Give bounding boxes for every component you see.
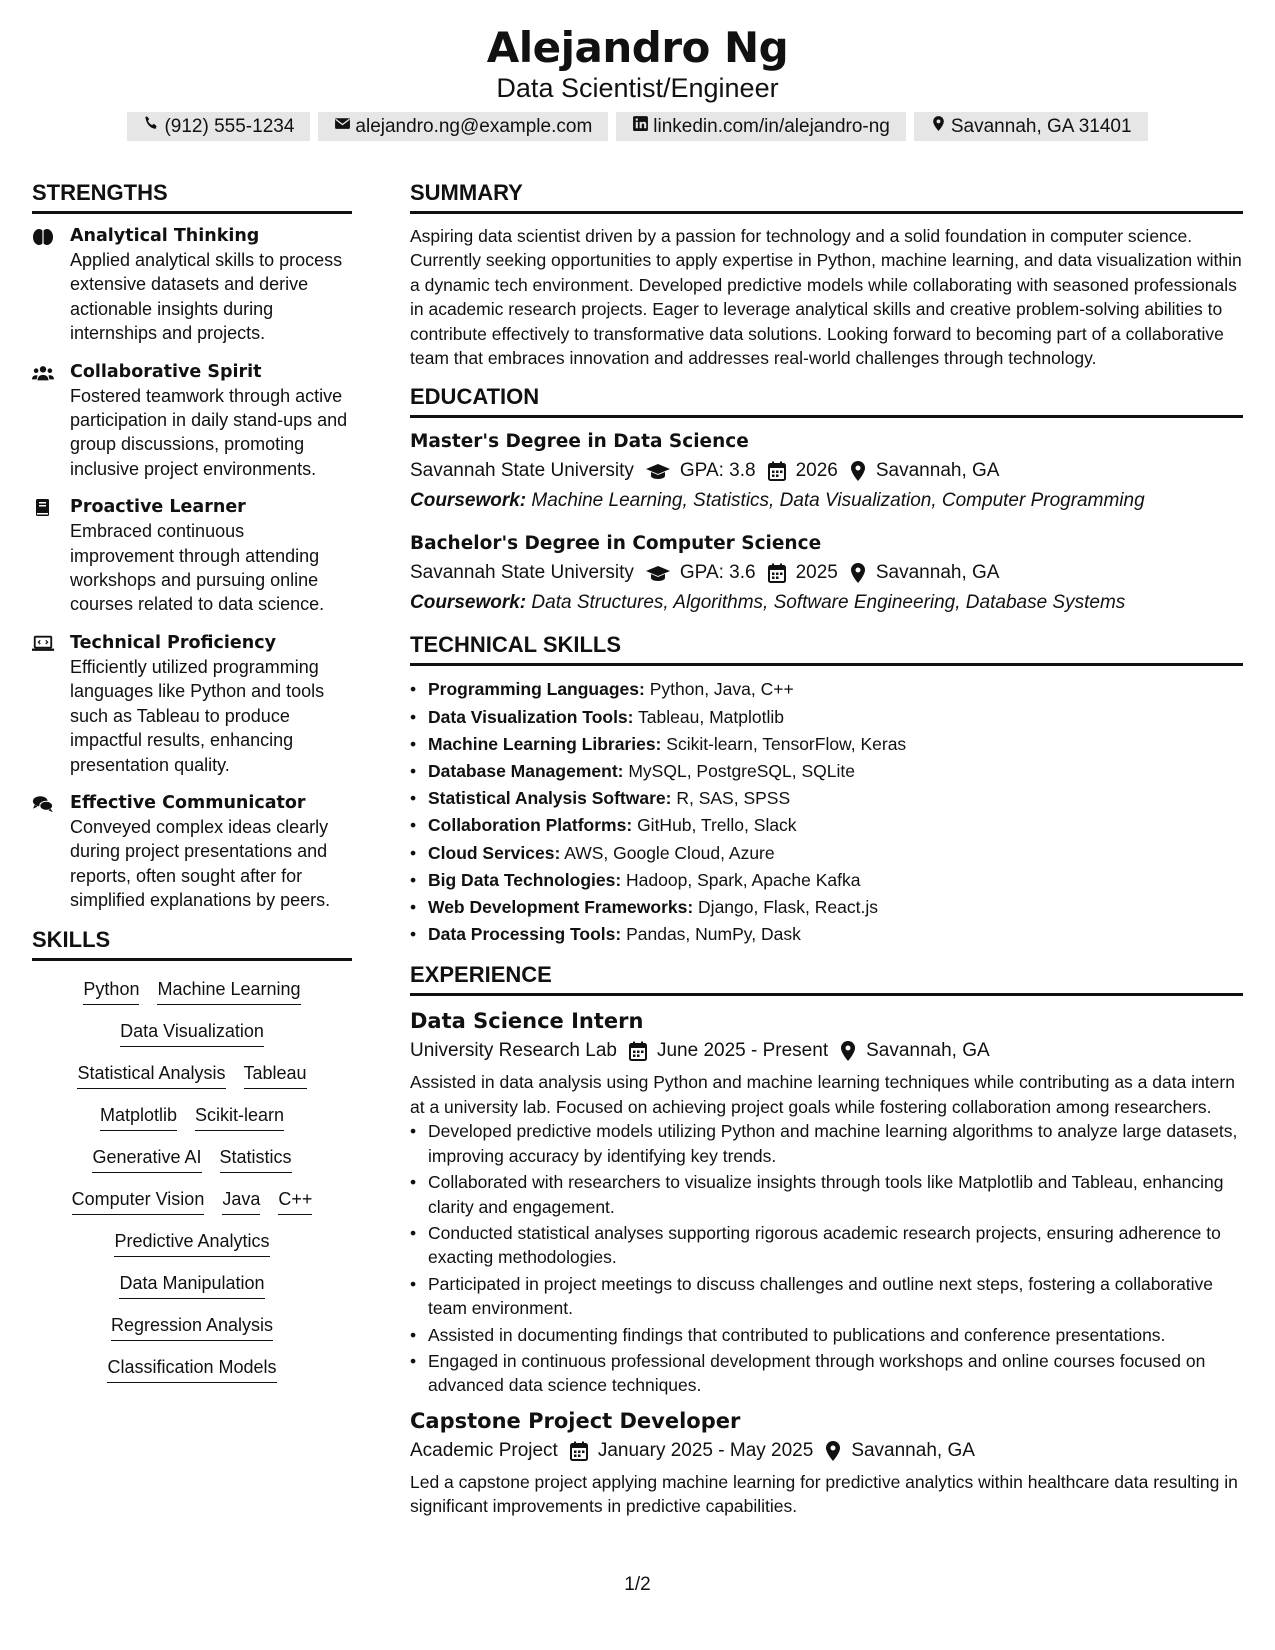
skill-tag: Regression Analysis — [111, 1313, 273, 1341]
strength-name: Analytical Thinking — [70, 226, 260, 246]
tech-value: Hadoop, Spark, Apache Kafka — [626, 869, 861, 890]
envelope-icon — [334, 115, 351, 138]
tech-value: MySQL, PostgreSQL, SQLite — [628, 761, 855, 782]
strength-desc: Conveyed complex ideas clearly during project presentations and reports, often sought after for simplified explanations by peers. — [70, 816, 331, 911]
map-pin-icon — [850, 563, 866, 583]
list-item: • Assisted in documenting findings that contributed to publications and conference presentations. — [410, 1323, 1243, 1347]
experience-item — [410, 1006, 1243, 1397]
strengths-title: STRENGTHS — [32, 180, 352, 214]
list-item: • Conducted statistical analyses supporting rigorous academic research projects, ensuring adherence to exacting methodologies. — [410, 1221, 1243, 1270]
experience-item — [410, 1406, 1243, 1519]
summary-text: Aspiring data scientist driven by a passion for technology and a solid foundation in computer science. Currently seeking opportunities to apply expertise in Python, machine learning, and data visualization within a dynamic tech environment. Developed predictive models while collaborating with seasoned professionals in academic research projects. Eager to leverage analytical skills and creative problem-solving abilities to contribute effectively to transformative data solutions. Looking forward to becoming part of a collaborative team that embraces innovation and addresses real-world challenges through technology. — [410, 226, 1242, 369]
education-title: EDUCATION — [410, 384, 1243, 418]
list-item — [410, 840, 1243, 867]
job-location: Savannah, GA — [866, 1040, 990, 1062]
strength-name: Proactive Learner — [70, 497, 246, 518]
strength-name: Effective Communicator — [70, 792, 306, 813]
right-column — [410, 180, 1243, 1519]
gpa: GPA: 3.6 — [679, 562, 756, 584]
list-item: • Engaged in continuous professional development through workshops and online courses focused on advanced data science techniques. — [410, 1349, 1243, 1398]
job-org: Academic Project — [410, 1439, 558, 1461]
users-icon — [32, 360, 70, 482]
job-role: Data Science Intern — [410, 1009, 644, 1034]
graduation-cap-icon — [646, 462, 670, 480]
tech-value: Python, Java, C++ — [649, 679, 794, 700]
job-bullets — [410, 1119, 1243, 1397]
calendar-icon — [629, 1041, 647, 1061]
degree-name: Master's Degree in Data Science — [410, 431, 749, 453]
summary-title: SUMMARY — [410, 180, 1243, 214]
contact-linkedin[interactable] — [616, 112, 906, 141]
tech-value: R, SAS, SPSS — [676, 788, 791, 809]
school-name: Savannah State University — [410, 460, 634, 482]
map-pin-icon — [825, 1441, 841, 1461]
list-item — [410, 704, 1243, 731]
map-pin-icon — [930, 115, 947, 138]
skills-list — [32, 971, 352, 1383]
list-item — [410, 785, 1243, 812]
tech-label: Data Processing Tools: — [428, 924, 622, 945]
skill-tag: Data Visualization — [120, 1019, 264, 1047]
candidate-name: Alejandro Ng — [486, 23, 789, 72]
skill-tag: Scikit-learn — [195, 1103, 284, 1131]
edu-location: Savannah, GA — [875, 460, 1000, 482]
strength-name: Technical Proficiency — [70, 632, 276, 653]
skill-tag: C++ — [278, 1187, 312, 1215]
tech-label: Data Visualization Tools: — [428, 706, 634, 727]
gpa: GPA: 3.8 — [679, 460, 756, 482]
skills-title: SKILLS — [32, 927, 352, 961]
skill-tag: Statistics — [220, 1145, 292, 1173]
skill-tag: Java — [222, 1187, 260, 1215]
school-name: Savannah State University — [410, 562, 634, 584]
tech-value: Tableau, Matplotlib — [638, 706, 784, 727]
tech-label: Cloud Services: — [428, 842, 561, 863]
job-meta — [410, 1436, 1243, 1466]
list-item — [410, 812, 1243, 839]
strength-item — [32, 791, 352, 913]
skill-tag: Machine Learning — [157, 977, 300, 1005]
calendar-icon — [768, 461, 786, 481]
skill-tag: Predictive Analytics — [114, 1229, 269, 1257]
list-item: • Collaborated with researchers to visualize insights through tools like Matplotlib and Tableau, enhancing clarity and engagement. — [410, 1170, 1243, 1219]
list-item — [410, 921, 1243, 948]
skill-tag: Computer Vision — [72, 1187, 205, 1215]
map-pin-icon — [840, 1041, 856, 1061]
list-item — [410, 894, 1243, 921]
tech-value: Django, Flask, React.js — [698, 897, 878, 918]
list-item — [410, 676, 1243, 703]
contact-bar — [0, 112, 1275, 141]
brain-icon — [32, 224, 70, 346]
job-description: Led a capstone project applying machine learning for predictive analytics within healthcare data resulting in significant improvements in predictive capabilities. — [410, 1471, 1238, 1517]
page-indicator: 1/2 — [624, 1574, 651, 1595]
contact-text: (912) 555-1234 — [164, 115, 295, 137]
coursework-label: Coursework: — [410, 490, 527, 512]
strength-item — [32, 495, 352, 617]
calendar-icon — [768, 563, 786, 583]
skill-tag: Tableau — [244, 1061, 307, 1089]
linkedin-icon — [632, 115, 649, 138]
tech-label: Collaboration Platforms: — [428, 815, 633, 836]
skill-tag: Data Manipulation — [119, 1271, 264, 1299]
list-item: • Participated in project meetings to discuss challenges and outline next steps, fostering a collaborative team environment. — [410, 1272, 1243, 1321]
contact-text: Savannah, GA 31401 — [950, 115, 1132, 137]
list-item — [410, 731, 1243, 758]
strength-item — [32, 631, 352, 777]
contact-location — [914, 112, 1148, 141]
job-dates: January 2025 - May 2025 — [597, 1439, 814, 1461]
tech-label: Web Development Frameworks: — [428, 897, 694, 918]
list-item — [410, 867, 1243, 894]
graduation-cap-icon — [646, 564, 670, 582]
job-description: Assisted in data analysis using Python and machine learning techniques while contributing as a data intern at a university lab. Focused on achieving project goals while fostering collaboration among researchers. — [410, 1072, 1235, 1117]
contact-phone[interactable] — [127, 112, 310, 141]
laptop-code-icon — [32, 631, 70, 777]
coursework — [410, 486, 1243, 516]
tech-value: Scikit-learn, TensorFlow, Keras — [666, 733, 907, 754]
coursework-list: Data Structures, Algorithms, Software Engineering, Database Systems — [531, 592, 1126, 614]
coursework-list: Machine Learning, Statistics, Data Visualization, Computer Programming — [531, 490, 1145, 512]
job-dates: June 2025 - Present — [656, 1040, 829, 1062]
strength-desc: Efficiently utilized programming languages like Python and tools such as Tableau to produce impactful results, enhancing presentation quality. — [70, 656, 325, 775]
job-meta — [410, 1036, 1243, 1066]
skill-tag: Generative AI — [92, 1145, 201, 1173]
book-icon — [32, 495, 70, 617]
strength-item — [32, 224, 352, 346]
left-column — [32, 180, 352, 1383]
strength-desc: Embraced continuous improvement through attending workshops and pursuing online courses related to data science. — [70, 521, 325, 615]
coursework-label: Coursework: — [410, 592, 527, 614]
strength-desc: Applied analytical skills to process extensive datasets and derive actionable insights during internships and projects. — [70, 250, 343, 344]
skill-tag: Classification Models — [107, 1355, 276, 1383]
skill-tag: Python — [83, 977, 139, 1005]
tech-label: Machine Learning Libraries: — [428, 733, 662, 754]
list-item — [410, 758, 1243, 785]
experience-title: EXPERIENCE — [410, 962, 1243, 996]
grad-year: 2026 — [795, 460, 838, 482]
tech-label: Statistical Analysis Software: — [428, 788, 672, 809]
tech-label: Big Data Technologies: — [428, 869, 622, 890]
list-item: • Developed predictive models utilizing Python and machine learning algorithms to analyze large datasets, improving accuracy by identifying key trends. — [410, 1119, 1243, 1168]
job-location: Savannah, GA — [851, 1439, 975, 1461]
edu-location: Savannah, GA — [875, 562, 1000, 584]
candidate-title: Data Scientist/Engineer — [496, 73, 779, 103]
skill-tag: Statistical Analysis — [77, 1061, 225, 1089]
strength-item — [32, 360, 352, 482]
education-meta — [410, 558, 1243, 588]
job-org: University Research Lab — [410, 1040, 617, 1062]
degree-name: Bachelor's Degree in Computer Science — [410, 533, 822, 555]
contact-text: linkedin.com/in/alejandro-ng — [653, 115, 890, 137]
contact-email[interactable] — [318, 112, 608, 141]
contact-text: alejandro.ng@example.com — [355, 115, 593, 137]
comments-icon — [32, 791, 70, 913]
tech-value: Pandas, NumPy, Dask — [626, 924, 801, 945]
tech-label: Database Management: — [428, 761, 624, 782]
technical-skills-title: TECHNICAL SKILLS — [410, 632, 1243, 666]
job-role: Capstone Project Developer — [410, 1408, 741, 1433]
tech-value: AWS, Google Cloud, Azure — [564, 842, 775, 863]
skill-tag: Matplotlib — [100, 1103, 177, 1131]
map-pin-icon — [850, 461, 866, 481]
education-item — [410, 530, 1243, 618]
technical-skills-list — [410, 676, 1243, 948]
tech-label: Programming Languages: — [428, 679, 645, 700]
strength-name: Collaborative Spirit — [70, 361, 262, 382]
grad-year: 2025 — [795, 562, 838, 584]
tech-value: GitHub, Trello, Slack — [637, 815, 797, 836]
education-meta — [410, 456, 1243, 486]
phone-icon — [143, 115, 160, 138]
calendar-icon — [570, 1441, 588, 1461]
coursework — [410, 588, 1243, 618]
education-item — [410, 428, 1243, 516]
strength-desc: Fostered teamwork through active participation in daily stand-ups and group discussions, promoting inclusive project environments. — [70, 385, 348, 479]
resume-header — [0, 22, 1275, 141]
